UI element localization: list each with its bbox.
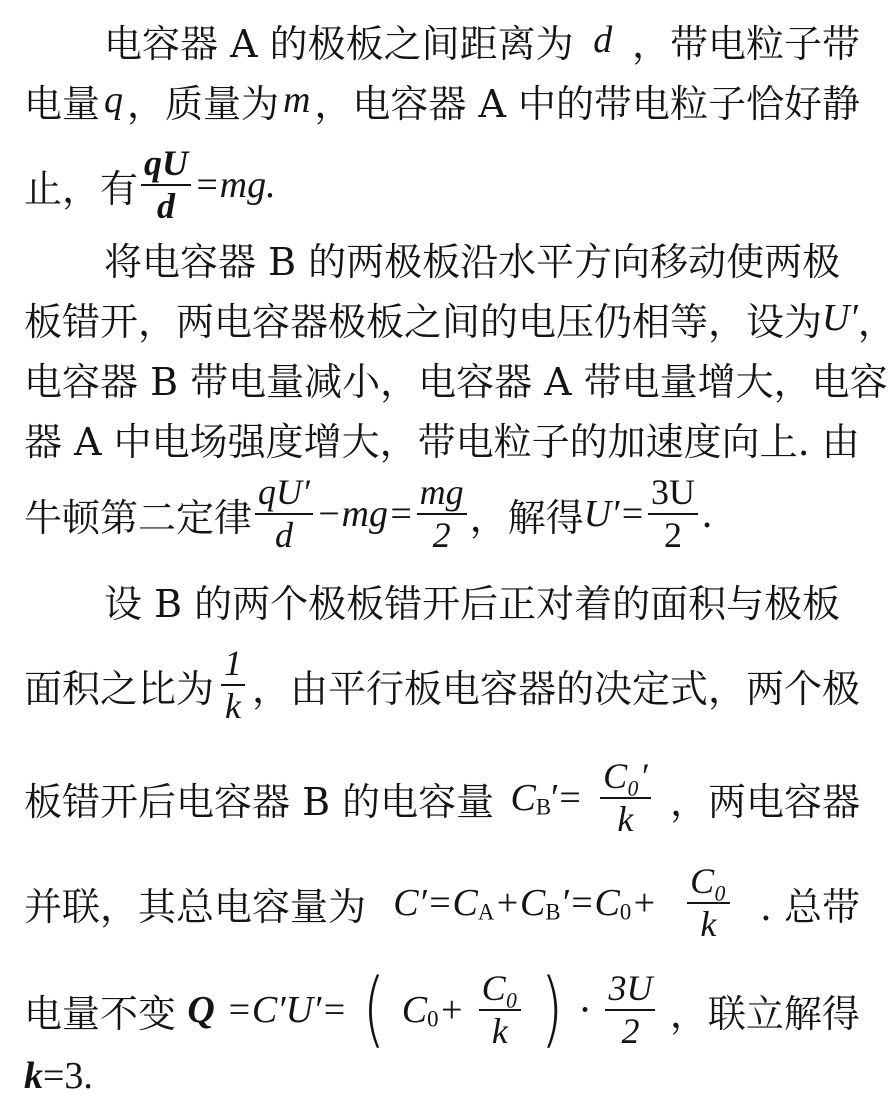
p2-line2: 板错开，两电容器极板之间的电压仍相等，设为 U′ ， [24,297,896,344]
left-paren: ( [363,962,386,1057]
p3-line2: 面积之比为 $\frac{1}{k}$ ，由平行板电容器的决定式，两个极 [24,643,860,726]
p3-line4: 并联，其总电容量为 C′=CA+CB′=C0+ $\frac{\text{C₀}}{k}$ . 总带 [24,861,860,944]
p3-line3: 板错开后电容器 B 的电容量 CB′= $\frac{\text{C₀′}}{k}$ ，两电容器 [24,756,860,839]
fraction-qU-prime-over-d: $\frac{qU'}{d}$ [255,473,313,555]
fraction-C0-over-k-2: $\frac{\text{C₀}}{k}$ [479,969,522,1051]
p3-line5: 电量不变 Q =C′U′= ( C0+ $\frac{\text{C₀}}{k}$ ) · $\frac{3U}{2}$ ，联立解得 [24,962,860,1057]
p1-line1: 电容器 A 的极板之间距离为 d ，带电粒子带 [104,19,860,66]
p3-line6: k =3. [24,1055,93,1097]
fraction-3U-over-2: $\frac{3U}{2}$ [648,473,698,555]
fraction-C0-prime-over-k: $\frac{\text{C₀′}}{k}$ [600,757,650,839]
fraction-qU-over-d: $\frac{qU}{d}$ [141,144,191,226]
fraction-C0-over-k: $\frac{\text{C₀}}{k}$ [687,862,730,944]
p1-line2: 电量 q ，质量为 m ，电容器 A 中的带电粒子恰好静 [24,79,860,126]
p2-line3: 电容器 B 带电量减小，电容器 A 带电量增大，电容 [24,359,888,404]
p3-line1: 设 B 的两个极板错开后正对着的面积与极板 [104,581,841,626]
p2-line4: 器 A 中电场强度增大，带电粒子的加速度向上. 由 [24,419,860,464]
right-paren: ) [540,962,563,1057]
fraction-3U-over-2-b: $\frac{3U}{2}$ [605,969,655,1051]
fraction-mg-over-2: $\frac{mg}{2}$ [417,473,467,555]
fraction-1-over-k: $\frac{1}{k}$ [221,644,245,726]
p1-line3: 止，有 $\frac{qU}{d}$ =mg. [24,143,276,226]
p2-line1: 将电容器 B 的两极板沿水平方向移动使两极 [104,239,841,284]
p2-line5: 牛顿第二定律 $\frac{qU'}{d}$ −mg= $\frac{mg}{2}$ ，解得 U′= $\frac{3U}{2}$ . [24,472,714,555]
